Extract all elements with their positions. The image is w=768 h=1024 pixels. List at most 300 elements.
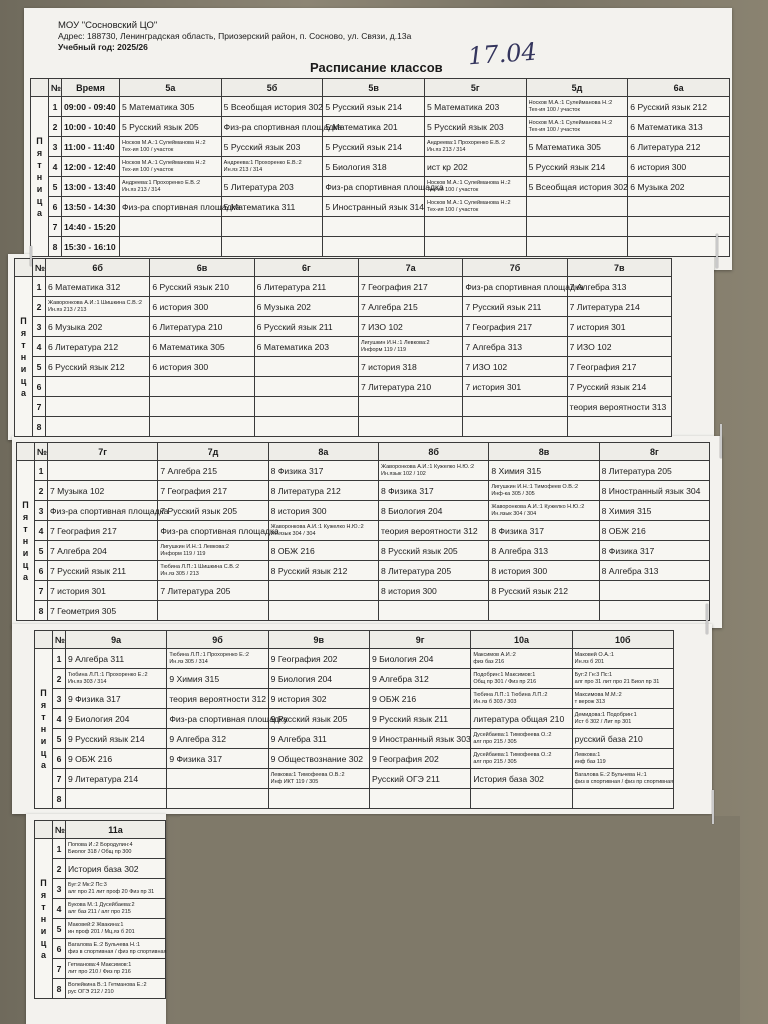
split-subject-line: Тех-ия 100 / участок bbox=[528, 106, 580, 113]
split-subject-line: Ин.яз 305 / 213 bbox=[160, 570, 199, 577]
split-subject-line: Инф-ка 305 / 305 bbox=[491, 490, 535, 497]
lesson-cell bbox=[489, 521, 599, 541]
lesson-text: 7 Алгебра 215 bbox=[160, 465, 218, 476]
lesson-cell bbox=[378, 541, 488, 561]
lesson-cell bbox=[572, 749, 673, 769]
table-row bbox=[35, 769, 674, 789]
teacher-split-line: Носков М.А.:1 Сулейманова Н.:2 bbox=[122, 160, 206, 166]
day-cell bbox=[35, 839, 53, 999]
lesson-text: 9 Алгебра 311 bbox=[270, 733, 327, 744]
lesson-cell bbox=[358, 377, 462, 397]
lesson-text: 8 Алгебра 313 bbox=[601, 565, 659, 576]
teacher-split-line: Носков М.А.:1 Сулейманова Н.:2 bbox=[528, 120, 613, 126]
document-header bbox=[58, 20, 411, 53]
schedule-table-11a bbox=[34, 820, 166, 999]
split-subject-line: Ин.язык 304 / 304 bbox=[270, 530, 316, 537]
table-row bbox=[35, 939, 166, 959]
table-row bbox=[31, 197, 730, 217]
lesson-text: 6 Литература 211 bbox=[256, 281, 327, 292]
split-subject-line: Ин.яз 305 / 314 bbox=[169, 658, 208, 665]
header-num: № bbox=[33, 259, 46, 277]
table-row bbox=[15, 337, 672, 357]
lesson-cell bbox=[526, 97, 628, 117]
schedule-table-5a-6a bbox=[30, 78, 730, 257]
lesson-cell bbox=[268, 689, 369, 709]
lesson-cell bbox=[268, 501, 378, 521]
lesson-cell bbox=[48, 461, 158, 481]
split-subject-line: Биолог 318 / Общ пр 300 bbox=[68, 848, 132, 855]
lesson-text: 7 География 217 bbox=[360, 281, 428, 292]
lesson-text: Физ-ра спортивная площадка bbox=[169, 713, 288, 724]
split-subject-line: Ин.язык 102 / 102 bbox=[380, 470, 426, 477]
lesson-cell bbox=[572, 649, 673, 669]
lesson-cell bbox=[66, 899, 166, 919]
lesson-cell bbox=[599, 601, 709, 621]
lesson-number: 3 bbox=[49, 137, 62, 157]
class-header: 5б bbox=[221, 79, 323, 97]
split-subject-line: Ин.яз б 201 bbox=[574, 658, 605, 665]
lesson-text: Физ-ра спортивная площадка bbox=[325, 181, 444, 192]
class-header: 10а bbox=[471, 631, 572, 649]
lesson-cell bbox=[369, 749, 470, 769]
table-row bbox=[31, 137, 730, 157]
lesson-cell bbox=[358, 337, 462, 357]
lesson-cell bbox=[369, 649, 470, 669]
teacher-split-line: Андреева:1 Прохоренко Е.В.:2 bbox=[426, 140, 506, 146]
day-label: Пятница bbox=[36, 135, 43, 218]
lesson-text: 9 География 202 bbox=[270, 653, 338, 664]
table-row bbox=[31, 157, 730, 177]
lesson-text: 9 ОБЖ 216 bbox=[68, 753, 113, 764]
table-row bbox=[35, 709, 674, 729]
lesson-text: ист кр 202 bbox=[426, 161, 468, 172]
lesson-cell bbox=[323, 157, 425, 177]
schedule-table-9a-10b bbox=[34, 630, 674, 809]
lesson-number: 1 bbox=[49, 97, 62, 117]
lesson-cell bbox=[46, 317, 150, 337]
table-row bbox=[17, 521, 710, 541]
lesson-text: 9 Физика 317 bbox=[169, 753, 223, 764]
lesson-cell bbox=[221, 237, 323, 257]
lesson-cell bbox=[567, 417, 671, 437]
lesson-text: 6 Русский язык 211 bbox=[256, 321, 333, 332]
lesson-cell bbox=[48, 601, 158, 621]
lesson-number: 7 bbox=[33, 397, 46, 417]
lesson-cell bbox=[526, 237, 628, 257]
lesson-cell bbox=[158, 561, 268, 581]
staple bbox=[716, 234, 718, 268]
lesson-cell bbox=[48, 561, 158, 581]
lesson-text: 8 Физика 317 bbox=[601, 545, 655, 556]
lesson-cell bbox=[150, 277, 254, 297]
teacher-split-line: Буг:2 Гн:3 Пс:1 bbox=[574, 672, 613, 678]
lesson-cell bbox=[572, 669, 673, 689]
lesson-text: 8 Литература 205 bbox=[380, 565, 452, 576]
lesson-cell bbox=[471, 709, 572, 729]
lesson-number: 1 bbox=[53, 839, 66, 859]
lesson-text: 6 Математика 312 bbox=[48, 281, 121, 292]
split-subject-line: Тех-ия 100 / участок bbox=[528, 126, 580, 133]
lesson-text: 7 Русский язык 211 bbox=[50, 565, 127, 576]
lesson-cell bbox=[572, 689, 673, 709]
table-row bbox=[35, 859, 166, 879]
lesson-number: 7 bbox=[53, 959, 66, 979]
lesson-cell bbox=[471, 649, 572, 669]
lesson-cell bbox=[358, 317, 462, 337]
lesson-cell bbox=[158, 581, 268, 601]
lesson-cell bbox=[463, 417, 567, 437]
lesson-cell bbox=[599, 521, 709, 541]
day-label: Пятница bbox=[22, 499, 29, 582]
lesson-text: 6 Русский язык 212 bbox=[48, 361, 125, 372]
lesson-text: 8 Литература 205 bbox=[601, 465, 672, 476]
lesson-number: 3 bbox=[53, 689, 66, 709]
teacher-split-line: Тюбина Л.П.:1 Прохоренко Е.:2 bbox=[169, 652, 249, 658]
lesson-cell bbox=[158, 521, 279, 541]
lesson-cell bbox=[46, 417, 150, 437]
table-header-row bbox=[15, 259, 672, 277]
lesson-number: 5 bbox=[53, 919, 66, 939]
class-header: 9в bbox=[268, 631, 369, 649]
lesson-cell bbox=[358, 277, 462, 297]
split-subject-line: Информ 119 / 119 bbox=[160, 550, 206, 557]
class-header: 9г bbox=[369, 631, 470, 649]
lesson-text: 5 Математика 311 bbox=[223, 201, 296, 212]
lesson-cell bbox=[424, 117, 526, 137]
table-row bbox=[35, 959, 166, 979]
lesson-cell bbox=[268, 649, 369, 669]
lesson-text: 7 Музыка 102 bbox=[50, 485, 105, 496]
lesson-cell bbox=[471, 689, 572, 709]
lesson-text: литература общая 210 bbox=[473, 713, 565, 724]
lesson-cell bbox=[150, 297, 254, 317]
lesson-cell bbox=[378, 501, 488, 521]
teacher-split-line: Вагалова Е.:2 Бульчева Н.:1 bbox=[68, 942, 141, 948]
lesson-text: История база 302 bbox=[68, 863, 139, 874]
lesson-number: 6 bbox=[35, 561, 48, 581]
class-header: 7а bbox=[358, 259, 462, 277]
lesson-cell bbox=[358, 397, 462, 417]
lesson-cell bbox=[66, 649, 167, 669]
lesson-number: 2 bbox=[53, 669, 66, 689]
lesson-cell bbox=[150, 417, 254, 437]
lesson-time: 13:50 - 14:30 bbox=[62, 197, 120, 217]
handwritten-date: 17.04 bbox=[467, 37, 538, 71]
lesson-cell bbox=[158, 481, 268, 501]
lesson-cell bbox=[378, 521, 488, 541]
lesson-cell bbox=[424, 237, 526, 257]
lesson-cell bbox=[48, 481, 158, 501]
lesson-text: 7 Русский язык 211 bbox=[465, 301, 542, 312]
lesson-text: 7 География 217 bbox=[465, 321, 533, 332]
teacher-split-line: Маковей О.А.:1 bbox=[574, 652, 614, 658]
lesson-cell bbox=[471, 669, 572, 689]
lesson-cell bbox=[167, 789, 268, 809]
lesson-text: 7 Литература 205 bbox=[160, 585, 231, 596]
split-subject-line: рус ОГЭ 212 / 210 bbox=[68, 988, 114, 995]
lesson-text: Физ-ра спортивная площадка bbox=[223, 121, 343, 132]
lesson-text: 7 Алгебра 313 bbox=[465, 341, 523, 352]
lesson-number: 6 bbox=[53, 749, 66, 769]
lesson-cell bbox=[567, 277, 671, 297]
table-row bbox=[17, 581, 710, 601]
lesson-text: 8 история 300 bbox=[270, 505, 327, 516]
table-row bbox=[35, 979, 166, 999]
lesson-time: 15:30 - 16:10 bbox=[62, 237, 120, 257]
lesson-cell bbox=[254, 317, 358, 337]
lesson-cell bbox=[489, 581, 599, 601]
lesson-cell bbox=[378, 581, 488, 601]
class-header: 7в bbox=[567, 259, 671, 277]
lesson-cell bbox=[369, 729, 470, 749]
split-subject-line: Ин.яз 303 / 314 bbox=[68, 678, 107, 685]
lesson-cell bbox=[489, 501, 599, 521]
split-subject-line: физ в спортивная / физ пр спортивная bbox=[574, 778, 674, 785]
class-header: 6г bbox=[254, 259, 358, 277]
table-row bbox=[35, 789, 674, 809]
lesson-cell bbox=[158, 501, 268, 521]
day-label: Пятница bbox=[20, 315, 27, 398]
lesson-text: Физ-ра спортивная площадка bbox=[50, 505, 169, 516]
lesson-cell bbox=[120, 177, 222, 197]
split-subject-line: Общ пр 301 / Физ пр 216 bbox=[473, 678, 537, 685]
class-header: 7д bbox=[158, 443, 268, 461]
lesson-number: 6 bbox=[33, 377, 46, 397]
teacher-split-line: Демидова:1 Подобрин:1 bbox=[574, 712, 637, 718]
split-subject-line: Ин.язык 304 / 304 bbox=[491, 510, 537, 517]
class-header: 6а bbox=[628, 79, 730, 97]
table-row bbox=[31, 117, 730, 137]
lesson-cell bbox=[268, 669, 369, 689]
corner-cell bbox=[17, 443, 35, 461]
lesson-number: 5 bbox=[33, 357, 46, 377]
lesson-cell bbox=[268, 541, 378, 561]
lesson-text: 9 история 302 bbox=[270, 693, 327, 704]
split-subject-line: ин проф 201 / Мц.яз б 201 bbox=[68, 928, 135, 935]
lesson-cell bbox=[268, 601, 378, 621]
teacher-split-line: Тюбина Л.П.:1 Шишкина С.В.:2 bbox=[160, 564, 240, 570]
lesson-text: 7 ИЗО 102 bbox=[465, 361, 508, 372]
split-subject-line: Инф ИКТ 119 / 305 bbox=[270, 778, 319, 785]
lesson-text: 9 Алгебра 312 bbox=[371, 673, 429, 684]
teacher-split-line: Буг:2 Мк:2 Пс:3 bbox=[68, 882, 107, 888]
lesson-cell bbox=[628, 237, 730, 257]
lesson-cell bbox=[254, 297, 358, 317]
lesson-text: 8 история 300 bbox=[380, 585, 437, 596]
teacher-split-line: Лигушкин И.Н.:1 Левкова:2 bbox=[360, 340, 430, 346]
lesson-cell bbox=[526, 137, 628, 157]
lesson-text: 6 Русский язык 212 bbox=[630, 101, 707, 112]
lesson-cell bbox=[254, 277, 358, 297]
lesson-text: 8 Физика 317 bbox=[270, 465, 324, 476]
schedule-table-6b-7v bbox=[14, 258, 672, 437]
day-cell bbox=[17, 461, 35, 621]
lesson-number: 1 bbox=[33, 277, 46, 297]
day-cell bbox=[31, 97, 49, 257]
table-header-row bbox=[35, 821, 166, 839]
table-row bbox=[35, 919, 166, 939]
class-header: 8в bbox=[489, 443, 599, 461]
lesson-cell bbox=[463, 397, 567, 417]
teacher-split-line: Подобрин:1 Максимов:1 bbox=[473, 672, 536, 678]
lesson-number: 8 bbox=[49, 237, 62, 257]
lesson-cell bbox=[66, 839, 166, 859]
lesson-cell bbox=[158, 601, 268, 621]
lesson-cell bbox=[46, 337, 150, 357]
lesson-text: 9 Литература 214 bbox=[68, 773, 139, 784]
header-time: Время bbox=[62, 79, 120, 97]
table-row bbox=[35, 749, 674, 769]
staple bbox=[720, 424, 722, 458]
lesson-cell bbox=[599, 481, 709, 501]
lesson-number: 5 bbox=[49, 177, 62, 197]
staple bbox=[30, 246, 32, 266]
lesson-cell bbox=[369, 689, 470, 709]
table-row bbox=[15, 357, 672, 377]
staple bbox=[706, 604, 708, 634]
lesson-text: 6 Музыка 202 bbox=[256, 301, 311, 312]
class-header: 7г bbox=[48, 443, 158, 461]
lesson-cell bbox=[66, 729, 167, 749]
split-subject-line: Ин.яз 213 / 314 bbox=[122, 186, 161, 193]
lesson-cell bbox=[167, 689, 268, 709]
lesson-cell bbox=[221, 117, 343, 137]
split-subject-line: Тех-ия 100 / участок bbox=[426, 186, 479, 193]
teacher-split-line: Носков М.А.:1 Сулейманова Н.:2 bbox=[426, 180, 511, 186]
lesson-cell bbox=[628, 97, 730, 117]
staple bbox=[712, 790, 714, 824]
header-num: № bbox=[53, 631, 66, 649]
split-subject-line: физ в спортивная / физ пр спортивная bbox=[68, 948, 167, 955]
lesson-cell bbox=[526, 117, 628, 137]
lesson-text: 8 ОБЖ 216 bbox=[601, 525, 646, 536]
lesson-cell bbox=[358, 297, 462, 317]
lesson-number: 7 bbox=[35, 581, 48, 601]
school-name: МОУ "Сосновский ЦО" bbox=[58, 20, 158, 31]
lesson-text: 9 ОБЖ 216 bbox=[371, 693, 417, 704]
lesson-text: 6 Музыка 202 bbox=[48, 321, 103, 332]
lesson-number: 1 bbox=[53, 649, 66, 669]
lesson-number: 8 bbox=[53, 789, 66, 809]
class-header: 8г bbox=[599, 443, 709, 461]
lesson-cell bbox=[268, 729, 369, 749]
lesson-text: 5 Биология 318 bbox=[325, 161, 387, 172]
class-header: 11а bbox=[66, 821, 166, 839]
lesson-cell bbox=[323, 237, 425, 257]
lesson-text: 8 Литература 212 bbox=[270, 485, 341, 496]
split-subject-line: физ баз 216 bbox=[473, 658, 505, 665]
lesson-number: 4 bbox=[53, 709, 66, 729]
lesson-number: 4 bbox=[33, 337, 46, 357]
table-row bbox=[15, 297, 672, 317]
lesson-text: 6 Математика 203 bbox=[256, 341, 329, 352]
lesson-text: 7 Алгебра 204 bbox=[50, 545, 107, 556]
table-row bbox=[17, 461, 710, 481]
lesson-text: 6 история 300 bbox=[152, 361, 209, 372]
lesson-cell bbox=[471, 789, 572, 809]
lesson-number: 3 bbox=[33, 317, 46, 337]
lesson-text: 6 Математика 313 bbox=[630, 121, 703, 132]
lesson-text: 9 Русский язык 214 bbox=[68, 733, 145, 744]
lesson-cell bbox=[158, 541, 268, 561]
table-row bbox=[35, 879, 166, 899]
lesson-text: 7 География 217 bbox=[569, 361, 637, 372]
lesson-cell bbox=[221, 177, 323, 197]
split-subject-line: Тех-ия 100 / участок bbox=[122, 166, 174, 173]
day-cell bbox=[15, 277, 33, 437]
lesson-cell bbox=[46, 397, 150, 417]
split-subject-line: Ин.яз 213 / 314 bbox=[223, 166, 263, 173]
day-cell bbox=[35, 649, 53, 809]
lesson-text: 6 история 300 bbox=[152, 301, 209, 312]
lesson-text: 8 Русский язык 212 bbox=[491, 585, 569, 596]
class-header: 5д bbox=[526, 79, 628, 97]
lesson-text: 7 Алгебра 215 bbox=[360, 301, 418, 312]
lesson-text: 6 Математика 305 bbox=[152, 341, 225, 352]
lesson-cell bbox=[221, 197, 323, 217]
split-subject-line: алг про 21 лит проф 20 Физ пр 31 bbox=[68, 888, 155, 895]
teacher-split-line: Дусейбаева:1 Тимофеева О.:2 bbox=[473, 732, 552, 738]
corner-cell bbox=[35, 631, 53, 649]
lesson-text: Русский ОГЭ 211 bbox=[371, 773, 440, 784]
class-header: 5в bbox=[323, 79, 425, 97]
lesson-cell bbox=[526, 177, 628, 197]
lesson-cell bbox=[471, 769, 572, 789]
lesson-cell bbox=[150, 357, 254, 377]
lesson-text: 6 Литература 210 bbox=[152, 321, 223, 332]
lesson-cell bbox=[268, 521, 378, 541]
lesson-cell bbox=[378, 461, 488, 481]
table-row bbox=[35, 649, 674, 669]
lesson-cell bbox=[167, 729, 268, 749]
lesson-text: 7 Литература 210 bbox=[360, 381, 432, 392]
lesson-time: 11:00 - 11:40 bbox=[62, 137, 120, 157]
lesson-cell bbox=[378, 481, 488, 501]
lesson-cell bbox=[358, 357, 462, 377]
lesson-text: 9 Физика 317 bbox=[68, 693, 121, 704]
lesson-cell bbox=[323, 177, 444, 197]
teacher-split-line: Лигушкин И.Н.:1 Тимофеев О.В.:2 bbox=[491, 484, 579, 490]
lesson-number: 2 bbox=[35, 481, 48, 501]
lesson-number: 2 bbox=[53, 859, 66, 879]
teacher-split-line: Носков М.А.:1 Сулейманова Н.:2 bbox=[528, 100, 613, 106]
lesson-cell bbox=[378, 601, 488, 621]
lesson-text: 7 География 217 bbox=[50, 525, 117, 536]
lesson-cell bbox=[463, 377, 567, 397]
lesson-text: 8 история 300 bbox=[491, 565, 548, 576]
lesson-cell bbox=[221, 157, 323, 177]
teacher-split-line: Вагалова Е.:2 Бульчева Н.:1 bbox=[574, 772, 647, 778]
lesson-text: 9 Обществознание 302 bbox=[270, 753, 364, 764]
teacher-split-line: Жаворонкова А.И.:1 Кужелко Н.Ю.:2 bbox=[270, 524, 364, 530]
teacher-split-line: Маковей:2 Жвакина:1 bbox=[68, 922, 124, 928]
lesson-cell bbox=[369, 789, 470, 809]
lesson-text: Физ-ра спортивная площадка bbox=[160, 525, 279, 536]
lesson-cell bbox=[628, 137, 730, 157]
teacher-split-line: Гетманова:4 Максимов:1 bbox=[68, 962, 132, 968]
table-row bbox=[31, 237, 730, 257]
lesson-time: 14:40 - 15:20 bbox=[62, 217, 120, 237]
lesson-text: 5 Русский язык 214 bbox=[325, 101, 403, 112]
lesson-number: 5 bbox=[53, 729, 66, 749]
table-row bbox=[31, 97, 730, 117]
lesson-cell bbox=[120, 157, 222, 177]
lesson-cell bbox=[120, 117, 222, 137]
lesson-cell bbox=[66, 979, 166, 999]
school-year: Учебный год: 2025/26 bbox=[58, 42, 148, 52]
lesson-cell bbox=[628, 177, 730, 197]
lesson-text: 7 история 301 bbox=[465, 381, 522, 392]
